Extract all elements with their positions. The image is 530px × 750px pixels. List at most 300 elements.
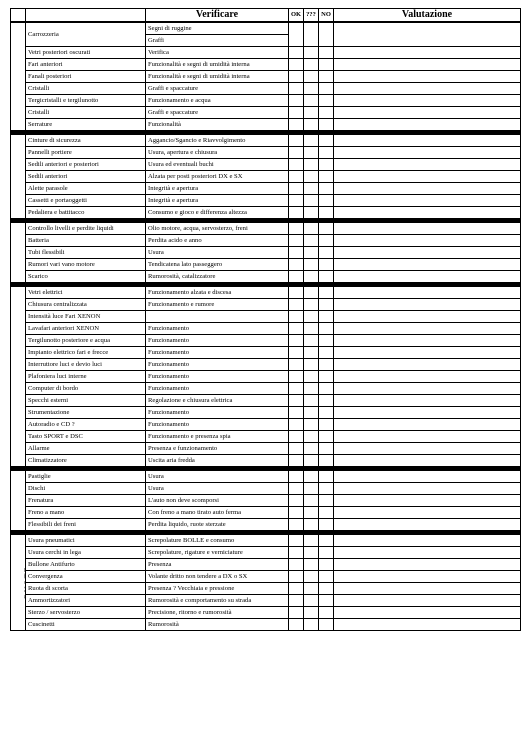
item-name: Vetri posteriori oscurati: [26, 47, 146, 59]
ok-checkbox-cell[interactable]: [289, 371, 304, 383]
ok-checkbox-cell[interactable]: [289, 431, 304, 443]
checklist-row: [11, 383, 521, 395]
no-checkbox-cell[interactable]: [319, 471, 334, 483]
check-description: Segni di ruggine: [146, 22, 289, 35]
valutazione-cell[interactable]: [334, 183, 521, 195]
valutazione-cell[interactable]: [334, 159, 521, 171]
section-label-imp-frenante: [11, 471, 26, 531]
checklist-table: [10, 8, 521, 631]
unknown-checkbox-cell[interactable]: [304, 443, 319, 455]
ok-checkbox-cell[interactable]: [289, 299, 304, 311]
ok-checkbox-cell[interactable]: [289, 207, 304, 219]
unknown-checkbox-cell[interactable]: [304, 471, 319, 483]
ok-checkbox-cell[interactable]: [289, 347, 304, 359]
valutazione-cell[interactable]: [334, 71, 521, 83]
check-description: Precisione, ritorno e rumorosità: [146, 607, 289, 619]
valutazione-cell[interactable]: [334, 347, 521, 359]
ok-checkbox-cell[interactable]: [289, 619, 304, 631]
section-label-dispositivi-elettrici: [11, 287, 26, 467]
valutazione-cell[interactable]: [334, 371, 521, 383]
no-checkbox-cell[interactable]: [319, 159, 334, 171]
unknown-checkbox-cell[interactable]: [304, 371, 319, 383]
checklist-row: [11, 207, 521, 219]
item-name: Cuscinetti: [26, 619, 146, 631]
item-name: Flessibili dei freni: [26, 519, 146, 531]
unknown-checkbox-cell[interactable]: [304, 455, 319, 467]
ok-checkbox-cell[interactable]: [289, 271, 304, 283]
check-description: Presenza ? Vecchiaia e pressione: [146, 583, 289, 595]
no-checkbox-cell[interactable]: [319, 119, 334, 131]
item-name: Usura pneumatici: [26, 535, 146, 547]
check-description: Usura: [146, 247, 289, 259]
no-checkbox-cell[interactable]: [319, 183, 334, 195]
unknown-checkbox-cell[interactable]: [304, 483, 319, 495]
ok-checkbox-cell[interactable]: [289, 247, 304, 259]
no-checkbox-cell[interactable]: [319, 571, 334, 583]
no-checkbox-cell[interactable]: [319, 223, 334, 235]
check-description: Graffi: [146, 35, 289, 47]
unknown-checkbox-cell[interactable]: [304, 547, 319, 559]
item-name: Alette parasole: [26, 183, 146, 195]
ok-checkbox-cell[interactable]: [289, 571, 304, 583]
ok-checkbox-cell[interactable]: [289, 495, 304, 507]
checklist-row: [11, 571, 521, 583]
valutazione-cell[interactable]: [334, 95, 521, 107]
ok-checkbox-cell[interactable]: [289, 419, 304, 431]
valutazione-cell[interactable]: [334, 507, 521, 519]
unknown-checkbox-cell[interactable]: [304, 395, 319, 407]
item-name: Vetri elettrici: [26, 287, 146, 299]
item-name: Carrozzeria: [26, 22, 146, 47]
unknown-checkbox-cell[interactable]: [304, 195, 319, 207]
header-row: [11, 9, 521, 23]
ok-checkbox-cell[interactable]: [289, 547, 304, 559]
unknown-checkbox-cell[interactable]: [304, 83, 319, 95]
item-name: Cristalli: [26, 83, 146, 95]
ok-checkbox-cell[interactable]: [289, 383, 304, 395]
item-name: Batteria: [26, 235, 146, 247]
check-description: L'auto non deve scomporsi: [146, 495, 289, 507]
no-checkbox-cell[interactable]: [319, 395, 334, 407]
unknown-checkbox-cell[interactable]: [304, 519, 319, 531]
checklist-row: [11, 419, 521, 431]
unknown-checkbox-cell[interactable]: [304, 607, 319, 619]
unknown-checkbox-cell[interactable]: [304, 495, 319, 507]
no-checkbox-cell[interactable]: [319, 559, 334, 571]
ok-checkbox-cell[interactable]: [289, 471, 304, 483]
valutazione-cell[interactable]: [334, 359, 521, 371]
valutazione-cell[interactable]: [334, 259, 521, 271]
no-checkbox-cell[interactable]: [319, 147, 334, 159]
no-checkbox-cell[interactable]: [319, 507, 334, 519]
checklist-row: [11, 595, 521, 607]
ok-checkbox-cell[interactable]: [289, 47, 304, 59]
ok-checkbox-cell[interactable]: [289, 335, 304, 347]
no-checkbox-cell[interactable]: [319, 22, 334, 47]
check-description: Perdita acido e anno: [146, 235, 289, 247]
unknown-checkbox-cell[interactable]: [304, 147, 319, 159]
valutazione-cell[interactable]: [334, 407, 521, 419]
no-checkbox-cell[interactable]: [319, 135, 334, 147]
no-checkbox-cell[interactable]: [319, 95, 334, 107]
unknown-checkbox-cell[interactable]: [304, 507, 319, 519]
header-verificare: Verificare: [146, 9, 289, 23]
checklist-row: [11, 311, 521, 323]
no-checkbox-cell[interactable]: [319, 607, 334, 619]
check-description: Rumorosità: [146, 619, 289, 631]
ok-checkbox-cell[interactable]: [289, 83, 304, 95]
item-name: Rumori vari vano motore: [26, 259, 146, 271]
ok-checkbox-cell[interactable]: [289, 235, 304, 247]
unknown-checkbox-cell[interactable]: [304, 247, 319, 259]
ok-checkbox-cell[interactable]: [289, 395, 304, 407]
valutazione-cell[interactable]: [334, 443, 521, 455]
ok-checkbox-cell[interactable]: [289, 259, 304, 271]
valutazione-cell[interactable]: [334, 107, 521, 119]
unknown-checkbox-cell[interactable]: [304, 22, 319, 47]
no-checkbox-cell[interactable]: [319, 47, 334, 59]
check-description: Verifica: [146, 47, 289, 59]
item-name: Climatizzatore: [26, 455, 146, 467]
ok-checkbox-cell[interactable]: [289, 519, 304, 531]
item-name: Pastiglie: [26, 471, 146, 483]
unknown-checkbox-cell[interactable]: [304, 535, 319, 547]
ok-checkbox-cell[interactable]: [289, 183, 304, 195]
valutazione-cell[interactable]: [334, 619, 521, 631]
valutazione-cell[interactable]: [334, 495, 521, 507]
check-description: Funzionalità e segni di umidità interna: [146, 71, 289, 83]
item-name: Dischi: [26, 483, 146, 495]
unknown-checkbox-cell[interactable]: [304, 271, 319, 283]
unknown-checkbox-cell[interactable]: [304, 347, 319, 359]
check-description: Funzionamento: [146, 383, 289, 395]
checklist-row: [11, 323, 521, 335]
valutazione-cell[interactable]: [334, 83, 521, 95]
no-checkbox-cell[interactable]: [319, 359, 334, 371]
valutazione-cell[interactable]: [334, 235, 521, 247]
check-description: Tendicatena lato passeggero: [146, 259, 289, 271]
checklist-row: [11, 183, 521, 195]
no-checkbox-cell[interactable]: [319, 259, 334, 271]
valutazione-cell[interactable]: [334, 535, 521, 547]
checklist-row: [11, 607, 521, 619]
unknown-checkbox-cell[interactable]: [304, 335, 319, 347]
valutazione-cell[interactable]: [334, 223, 521, 235]
unknown-checkbox-cell[interactable]: [304, 323, 319, 335]
unknown-checkbox-cell[interactable]: [304, 59, 319, 71]
unknown-checkbox-cell[interactable]: [304, 107, 319, 119]
valutazione-cell[interactable]: [334, 431, 521, 443]
item-name: Freno a mano: [26, 507, 146, 519]
valutazione-cell[interactable]: [334, 471, 521, 483]
valutazione-cell[interactable]: [334, 335, 521, 347]
valutazione-cell[interactable]: [334, 571, 521, 583]
no-checkbox-cell[interactable]: [319, 235, 334, 247]
item-name: Tubi flessibili: [26, 247, 146, 259]
check-description: [146, 311, 289, 323]
ok-checkbox-cell[interactable]: [289, 107, 304, 119]
valutazione-cell[interactable]: [334, 171, 521, 183]
unknown-checkbox-cell[interactable]: [304, 431, 319, 443]
valutazione-cell[interactable]: [334, 595, 521, 607]
item-name: Fanali posteriori: [26, 71, 146, 83]
ok-checkbox-cell[interactable]: [289, 287, 304, 299]
no-checkbox-cell[interactable]: [319, 419, 334, 431]
item-name: Pannelli portiere: [26, 147, 146, 159]
check-description: Graffi e spaccature: [146, 107, 289, 119]
unknown-checkbox-cell[interactable]: [304, 407, 319, 419]
valutazione-cell[interactable]: [334, 323, 521, 335]
unknown-checkbox-cell[interactable]: [304, 95, 319, 107]
ok-checkbox-cell[interactable]: [289, 559, 304, 571]
checklist-row: [11, 431, 521, 443]
ok-checkbox-cell[interactable]: [289, 22, 304, 47]
no-checkbox-cell[interactable]: [319, 443, 334, 455]
no-checkbox-cell[interactable]: [319, 519, 334, 531]
item-name: Specchi esterni: [26, 395, 146, 407]
ok-checkbox-cell[interactable]: [289, 195, 304, 207]
unknown-checkbox-cell[interactable]: [304, 183, 319, 195]
no-checkbox-cell[interactable]: [319, 311, 334, 323]
valutazione-cell[interactable]: [334, 59, 521, 71]
unknown-checkbox-cell[interactable]: [304, 619, 319, 631]
check-description: Perdita liquido, ruote sterzate: [146, 519, 289, 531]
ok-checkbox-cell[interactable]: [289, 583, 304, 595]
section-label-ruote: [11, 535, 26, 631]
valutazione-cell[interactable]: [334, 519, 521, 531]
valutazione-cell[interactable]: [334, 287, 521, 299]
checklist-row: [11, 259, 521, 271]
no-checkbox-cell[interactable]: [319, 287, 334, 299]
checklist-row: [11, 71, 521, 83]
item-name: Cassetti e portaoggetti: [26, 195, 146, 207]
section-label-vano-motore: [11, 223, 26, 283]
no-checkbox-cell[interactable]: [319, 107, 334, 119]
valutazione-cell[interactable]: [334, 119, 521, 131]
ok-checkbox-cell[interactable]: [289, 407, 304, 419]
ok-checkbox-cell[interactable]: [289, 535, 304, 547]
checklist-row: [11, 395, 521, 407]
unknown-checkbox-cell[interactable]: [304, 559, 319, 571]
no-checkbox-cell[interactable]: [319, 383, 334, 395]
unknown-checkbox-cell[interactable]: [304, 207, 319, 219]
checklist-row: [11, 95, 521, 107]
valutazione-cell[interactable]: [334, 419, 521, 431]
item-name: Plafoniera luci interne: [26, 371, 146, 383]
no-checkbox-cell[interactable]: [319, 431, 334, 443]
checklist-row: [11, 107, 521, 119]
ok-checkbox-cell[interactable]: [289, 59, 304, 71]
item-name: Frenatura: [26, 495, 146, 507]
item-name: Scarico: [26, 271, 146, 283]
no-checkbox-cell[interactable]: [319, 407, 334, 419]
no-checkbox-cell[interactable]: [319, 195, 334, 207]
item-name: Usura cerchi in lega: [26, 547, 146, 559]
checklist-row: [11, 547, 521, 559]
valutazione-cell[interactable]: [334, 147, 521, 159]
check-description: Rumorosità e comportamento su strada: [146, 595, 289, 607]
ok-checkbox-cell[interactable]: [289, 483, 304, 495]
item-name: Tasto SPORT e DSC: [26, 431, 146, 443]
check-description: Funzionamento alzata e discesa: [146, 287, 289, 299]
valutazione-cell[interactable]: [334, 47, 521, 59]
item-name: Pedaliera e battitacco: [26, 207, 146, 219]
item-name: Impianto elettrico fari e frecce: [26, 347, 146, 359]
item-name: Sterzo / servosterzo: [26, 607, 146, 619]
check-description: Funzionamento e acqua: [146, 95, 289, 107]
ok-checkbox-cell[interactable]: [289, 455, 304, 467]
unknown-checkbox-cell[interactable]: [304, 71, 319, 83]
item-name: Lavafari anteriori XENON: [26, 323, 146, 335]
ok-checkbox-cell[interactable]: [289, 607, 304, 619]
checklist-row: [11, 347, 521, 359]
unknown-checkbox-cell[interactable]: [304, 171, 319, 183]
no-checkbox-cell[interactable]: [319, 247, 334, 259]
check-description: Usura, apertura e chiusura: [146, 147, 289, 159]
ok-checkbox-cell[interactable]: [289, 507, 304, 519]
ok-checkbox-cell[interactable]: [289, 223, 304, 235]
ok-checkbox-cell[interactable]: [289, 359, 304, 371]
item-name: Allarme: [26, 443, 146, 455]
section-label-abitacolo: [11, 135, 26, 219]
check-description: Funzionamento: [146, 323, 289, 335]
check-description: Funzionalità: [146, 119, 289, 131]
valutazione-cell[interactable]: [334, 247, 521, 259]
valutazione-cell[interactable]: [334, 271, 521, 283]
no-checkbox-cell[interactable]: [319, 335, 334, 347]
ok-checkbox-cell[interactable]: [289, 71, 304, 83]
valutazione-cell[interactable]: [334, 583, 521, 595]
no-checkbox-cell[interactable]: [319, 535, 334, 547]
no-checkbox-cell[interactable]: [319, 71, 334, 83]
check-description: Presenza: [146, 559, 289, 571]
unknown-checkbox-cell[interactable]: [304, 119, 319, 131]
checklist-row: [11, 507, 521, 519]
checklist-row: [11, 495, 521, 507]
no-checkbox-cell[interactable]: [319, 583, 334, 595]
check-description: Funzionamento: [146, 419, 289, 431]
unknown-checkbox-cell[interactable]: [304, 299, 319, 311]
unknown-checkbox-cell[interactable]: [304, 47, 319, 59]
valutazione-cell[interactable]: [334, 22, 521, 47]
unknown-checkbox-cell[interactable]: [304, 159, 319, 171]
no-checkbox-cell[interactable]: [319, 547, 334, 559]
no-checkbox-cell[interactable]: [319, 323, 334, 335]
unknown-checkbox-cell[interactable]: [304, 235, 319, 247]
check-description: Funzionamento: [146, 407, 289, 419]
checklist-row: [11, 287, 521, 299]
unknown-checkbox-cell[interactable]: [304, 135, 319, 147]
no-checkbox-cell[interactable]: [319, 347, 334, 359]
ok-checkbox-cell[interactable]: [289, 159, 304, 171]
ok-checkbox-cell[interactable]: [289, 443, 304, 455]
ok-checkbox-cell[interactable]: [289, 595, 304, 607]
no-checkbox-cell[interactable]: [319, 83, 334, 95]
valutazione-cell[interactable]: [334, 195, 521, 207]
unknown-checkbox-cell[interactable]: [304, 419, 319, 431]
unknown-checkbox-cell[interactable]: [304, 311, 319, 323]
checklist-row: [11, 135, 521, 147]
item-name: Chiusura centralizzata: [26, 299, 146, 311]
valutazione-cell[interactable]: [334, 547, 521, 559]
checklist-row: [11, 359, 521, 371]
no-checkbox-cell[interactable]: [319, 207, 334, 219]
valutazione-cell[interactable]: [334, 395, 521, 407]
checklist-row: [11, 371, 521, 383]
ok-checkbox-cell[interactable]: [289, 323, 304, 335]
ok-checkbox-cell[interactable]: [289, 95, 304, 107]
unknown-checkbox-cell[interactable]: [304, 287, 319, 299]
no-checkbox-cell[interactable]: [319, 171, 334, 183]
check-description: Usura ed eventuali buchi: [146, 159, 289, 171]
no-checkbox-cell[interactable]: [319, 619, 334, 631]
valutazione-cell[interactable]: [334, 383, 521, 395]
header-blank-item: [26, 9, 146, 23]
no-checkbox-cell[interactable]: [319, 299, 334, 311]
item-name: Computer di bordo: [26, 383, 146, 395]
item-name: Fari anteriori: [26, 59, 146, 71]
unknown-checkbox-cell[interactable]: [304, 223, 319, 235]
header-blank-section: [11, 9, 26, 23]
no-checkbox-cell[interactable]: [319, 371, 334, 383]
check-description: Funzionamento: [146, 371, 289, 383]
valutazione-cell[interactable]: [334, 299, 521, 311]
header-valutazione: Valutazione: [334, 9, 521, 23]
valutazione-cell[interactable]: [334, 483, 521, 495]
ok-checkbox-cell[interactable]: [289, 119, 304, 131]
check-description: Integrità e apertura: [146, 195, 289, 207]
no-checkbox-cell[interactable]: [319, 271, 334, 283]
check-description: Usura: [146, 483, 289, 495]
unknown-checkbox-cell[interactable]: [304, 383, 319, 395]
no-checkbox-cell[interactable]: [319, 595, 334, 607]
unknown-checkbox-cell[interactable]: [304, 583, 319, 595]
valutazione-cell[interactable]: [334, 559, 521, 571]
item-name: Cinture di sicurezza: [26, 135, 146, 147]
checklist-row: [11, 559, 521, 571]
ok-checkbox-cell[interactable]: [289, 135, 304, 147]
checklist-body: [11, 22, 521, 631]
unknown-checkbox-cell[interactable]: [304, 571, 319, 583]
header-unknown: ???: [304, 9, 319, 23]
checklist-row: [11, 455, 521, 467]
no-checkbox-cell[interactable]: [319, 495, 334, 507]
valutazione-cell[interactable]: [334, 311, 521, 323]
check-description: Consumo e gioco e differenza altezza: [146, 207, 289, 219]
no-checkbox-cell[interactable]: [319, 59, 334, 71]
check-description: Screpolature BOLLE e consumo: [146, 535, 289, 547]
checklist-row: [11, 483, 521, 495]
unknown-checkbox-cell[interactable]: [304, 595, 319, 607]
no-checkbox-cell[interactable]: [319, 483, 334, 495]
valutazione-cell[interactable]: [334, 607, 521, 619]
checklist-row: [11, 119, 521, 131]
check-description: Regolazione e chiusura elettrica: [146, 395, 289, 407]
ok-checkbox-cell[interactable]: [289, 171, 304, 183]
valutazione-cell[interactable]: [334, 207, 521, 219]
checklist-row: [11, 83, 521, 95]
valutazione-cell[interactable]: [334, 135, 521, 147]
check-description: Graffi e spaccature: [146, 83, 289, 95]
unknown-checkbox-cell[interactable]: [304, 259, 319, 271]
ok-checkbox-cell[interactable]: [289, 311, 304, 323]
unknown-checkbox-cell[interactable]: [304, 359, 319, 371]
no-checkbox-cell[interactable]: [319, 455, 334, 467]
inspection-checklist: [10, 8, 520, 631]
check-description: Rumorosità, catalizzatore: [146, 271, 289, 283]
ok-checkbox-cell[interactable]: [289, 147, 304, 159]
valutazione-cell[interactable]: [334, 455, 521, 467]
